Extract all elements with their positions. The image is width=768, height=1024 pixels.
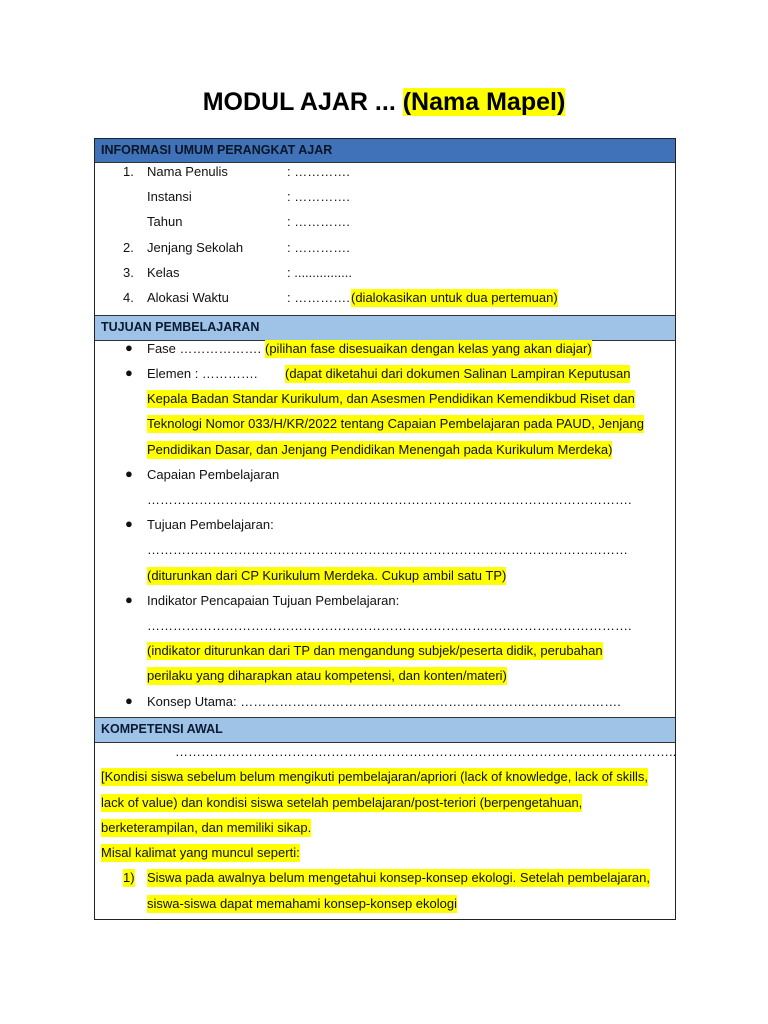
row-number: 1.	[123, 164, 134, 179]
item-number: 1)	[123, 870, 135, 885]
section-header-informasi: INFORMASI UMUM PERANGKAT AJAR	[95, 139, 675, 163]
bullet-icon: ●	[125, 592, 133, 607]
row-number: 2.	[123, 240, 134, 255]
tujuan-dots: …………………………………………………………………………………………………	[147, 542, 628, 557]
indikator-note-line: perilaku yang diharapkan atau kompetensi, dan konten/materi)	[147, 668, 507, 683]
elemen-note-line: (dapat diketahui dari dokumen Salinan Lampiran Keputusan	[285, 366, 631, 381]
elemen-note-line: Teknologi Nomor 033/H/KR/2022 tentang Capaian Pembelajaran pada PAUD, Jenjang	[147, 416, 644, 431]
indikator-note-line: (indikator diturunkan dari TP dan mengandung subjek/peserta didik, perubahan	[147, 643, 603, 658]
row-value: : ................	[287, 265, 353, 280]
fase-label: Fase ……………….	[147, 341, 262, 356]
elemen-note-line: Pendidikan Dasar, dan Jenjang Pendidikan Menengah pada Kurikulum Merdeka)	[147, 442, 613, 457]
section-header-kompetensi: KOMPETENSI AWAL	[95, 717, 675, 743]
title-highlight: (Nama Mapel)	[402, 88, 566, 116]
row-label: Tahun	[147, 214, 183, 229]
page-title	[0, 88, 768, 117]
item-line: Siswa pada awalnya belum mengetahui konsep-konsep ekologi. Setelah pembelajaran,	[147, 870, 650, 885]
elemen-label: Elemen : ………….	[147, 366, 258, 381]
row-value: : ………….	[287, 189, 350, 204]
bullet-icon: ●	[125, 693, 133, 708]
elemen-note-line: Kepala Badan Standar Kurikulum, dan Asesmen Pendidikan Kemendikbud Riset dan	[147, 391, 635, 406]
row-label: Jenjang Sekolah	[147, 240, 244, 255]
bullet-icon: ●	[125, 466, 133, 481]
kompetensi-para-line: lack of value) dan kondisi siswa setelah pembelajaran/post-teriori (berpengetahuan,	[101, 795, 583, 810]
bullet-icon: ●	[125, 340, 133, 355]
capaian-label: Capaian Pembelajaran	[147, 467, 280, 482]
indikator-dots: ………………………………………………………………………………………………….	[147, 618, 632, 633]
title-main: MODUL AJAR ...	[202, 88, 396, 116]
row-value: : ………….	[287, 240, 350, 255]
fase-note: (pilihan fase disesuaikan dengan kelas yang akan diajar)	[265, 341, 592, 356]
bullet-icon: ●	[125, 516, 133, 531]
section-header-tujuan: TUJUAN PEMBELAJARAN	[95, 315, 675, 341]
row-value: : ………….	[287, 164, 350, 179]
row-value: : ………….	[287, 214, 350, 229]
row-number: 3.	[123, 265, 134, 280]
capaian-dots: ………………………………………………………………………………………………….	[147, 492, 632, 507]
row-note: (dialokasikan untuk dua pertemuan)	[351, 290, 558, 305]
row-value: : ………….	[287, 290, 350, 305]
indikator-label: Indikator Pencapaian Tujuan Pembelajaran:	[147, 593, 400, 608]
bullet-icon: ●	[125, 365, 133, 380]
tujuan-label: Tujuan Pembelajaran:	[147, 517, 274, 532]
kompetensi-dots: ……………………………………………………………………………………………………..	[175, 744, 677, 759]
module-table	[94, 138, 676, 920]
kompetensi-para-line: berketerampilan, dan memiliki sikap.	[101, 820, 312, 835]
row-label: Nama Penulis	[147, 164, 228, 179]
kompetensi-para-line: [Kondisi siswa sebelum belum mengikuti pembelajaran/apriori (lack of knowledge, lack of skills,	[101, 769, 648, 784]
tujuan-note: (diturunkan dari CP Kurikulum Merdeka. Cukup ambil satu TP)	[147, 568, 507, 583]
row-label: Kelas	[147, 265, 180, 280]
row-label: Instansi	[147, 189, 192, 204]
item-line: siswa-siswa dapat memahami konsep-konsep ekologi	[147, 896, 457, 911]
row-label: Alokasi Waktu	[147, 290, 229, 305]
misal-line: Misal kalimat yang muncul seperti:	[101, 845, 300, 860]
konsep-label: Konsep Utama: …………………………………………………………………………….	[147, 694, 621, 709]
row-number: 4.	[123, 290, 134, 305]
